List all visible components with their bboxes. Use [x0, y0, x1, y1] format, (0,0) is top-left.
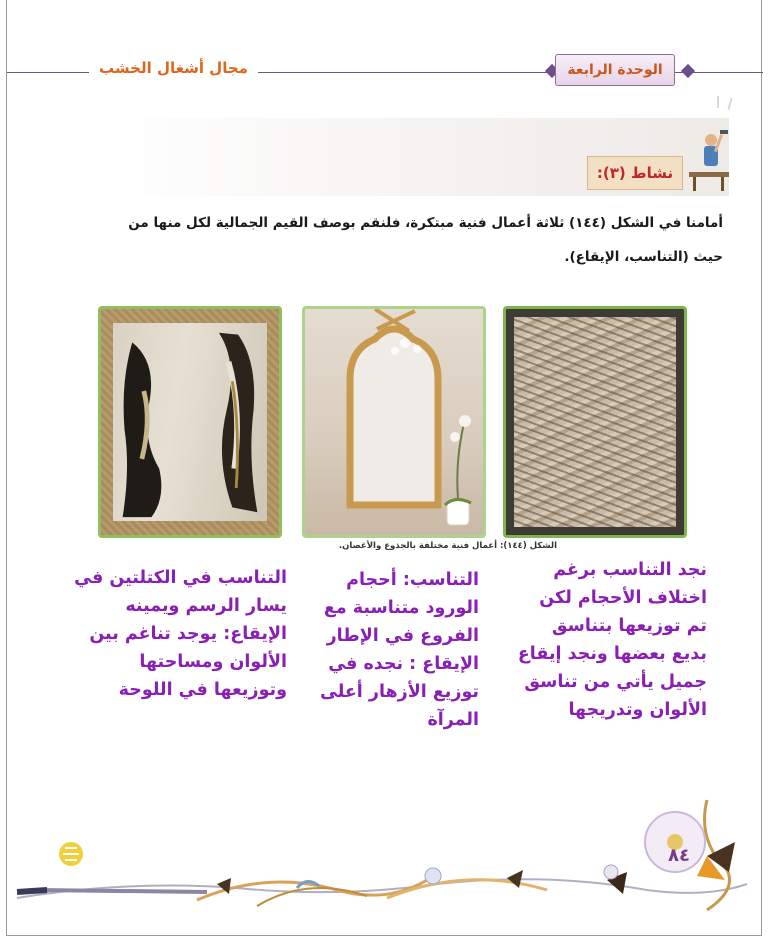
- artwork-painting-image: [98, 306, 282, 538]
- activity-label: نشاط (٣):: [587, 156, 683, 190]
- answer-driftwood: نجد التناسب برغم اختلاف الأحجام لكن تم توزيعها بتناسق بديع بعضها ونجد إيقاع جميل يأتي من تناسق الألوان وتدريجها: [517, 560, 707, 720]
- decorative-mark: [727, 98, 732, 110]
- decorative-mark: [717, 96, 719, 108]
- abstract-painting-icon: [113, 323, 267, 521]
- page-number: ٨٤: [668, 845, 690, 866]
- figure-caption: الشكل (١٤٤): أعمال فنية مختلفة بالجذوع والأغصان.: [338, 541, 557, 551]
- activity-question: أمامنا في الشكل (١٤٤) ثلاثة أعمال فنية مبتكرة، فلنقم بوصف القيم الجمالية لكل منها من حيث (التناسب، الإيقاع).: [128, 215, 723, 265]
- driftwood-panel-image: [503, 306, 687, 538]
- diamond-ornament-icon: [681, 64, 695, 78]
- unit-title-badge: الوحدة الرابعة: [555, 54, 675, 86]
- driftwood-texture: [514, 317, 676, 527]
- branch-mirror-image: [302, 306, 486, 538]
- field-title: مجال أشغال الخشب: [89, 56, 258, 80]
- answer-painting: التناسب في الكتلتين في يسار الرسم ويمينه الإيقاع: يوجد تناغم بين الألوان ومساحتها وتوزيعها في اللوحة: [74, 568, 287, 700]
- mirror-frame-icon: [305, 309, 483, 535]
- answer-mirror: التناسب: أحجام الورود متناسبة مع الفروع في الإطار الإيقاع : نجده في توزيع الأزهار أعلى المرآة: [319, 570, 479, 730]
- footer-floral-decoration: [7, 780, 768, 938]
- page: [6, 0, 762, 936]
- carpenter-icon: [687, 128, 731, 192]
